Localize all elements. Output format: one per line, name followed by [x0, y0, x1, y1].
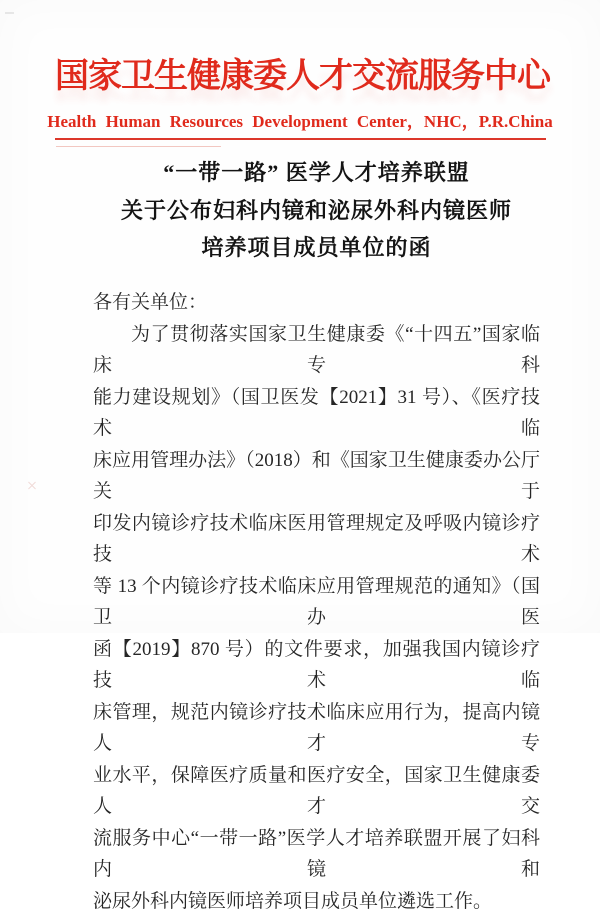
body-line: 能力建设规划》（国卫医发【2021】31 号）、《医疗技术临 — [93, 382, 540, 445]
body-line: 业水平，保障医疗质量和医疗安全，国家卫生健康委人才交 — [93, 760, 540, 823]
title-line-2: 关于公布妇科内镜和泌尿外科内镜医师 — [93, 192, 540, 230]
body-line: 床管理，规范内镜诊疗技术临床应用行为，提高内镜人才专 — [93, 697, 540, 760]
org-name-chinese: 国家卫生健康委人才交流服务中心 — [55, 56, 545, 98]
document-body — [93, 287, 540, 917]
body-line: 床应用管理办法》（2018）和《国家卫生健康委办公厅关于 — [93, 445, 540, 508]
letterhead-divider — [55, 138, 546, 140]
body-line: 等 13 个内镜诊疗技术临床应用管理规范的通知》（国卫办医 — [93, 571, 540, 634]
body-line: 印发内镜诊疗技术临床医用管理规定及呼吸内镜诊疗技术 — [93, 508, 540, 571]
body-line: 流服务中心“一带一路”医学人才培养联盟开展了妇科内镜和 — [93, 823, 540, 886]
body-line: 函【2019】870 号）的文件要求，加强我国内镜诊疗技术临 — [93, 634, 540, 697]
scan-artifact-dash — [5, 12, 14, 14]
body-line: 为了贯彻落实国家卫生健康委《“十四五”国家临床专科 — [93, 319, 540, 382]
title-line-3: 培养项目成员单位的函 — [93, 229, 540, 267]
document-title — [93, 154, 540, 267]
salutation: 各有关单位： — [93, 287, 540, 319]
body-line: 泌尿外科内镜医师培养项目成员单位遴选工作。 — [93, 886, 540, 917]
org-name-english: Health Human Resources Development Center，NHC，P.R.China — [40, 107, 560, 132]
scan-artifact-mark — [27, 480, 37, 490]
letterhead-divider-echo — [56, 146, 221, 147]
title-line-1: “一带一路” 医学人才培养联盟 — [93, 154, 540, 192]
